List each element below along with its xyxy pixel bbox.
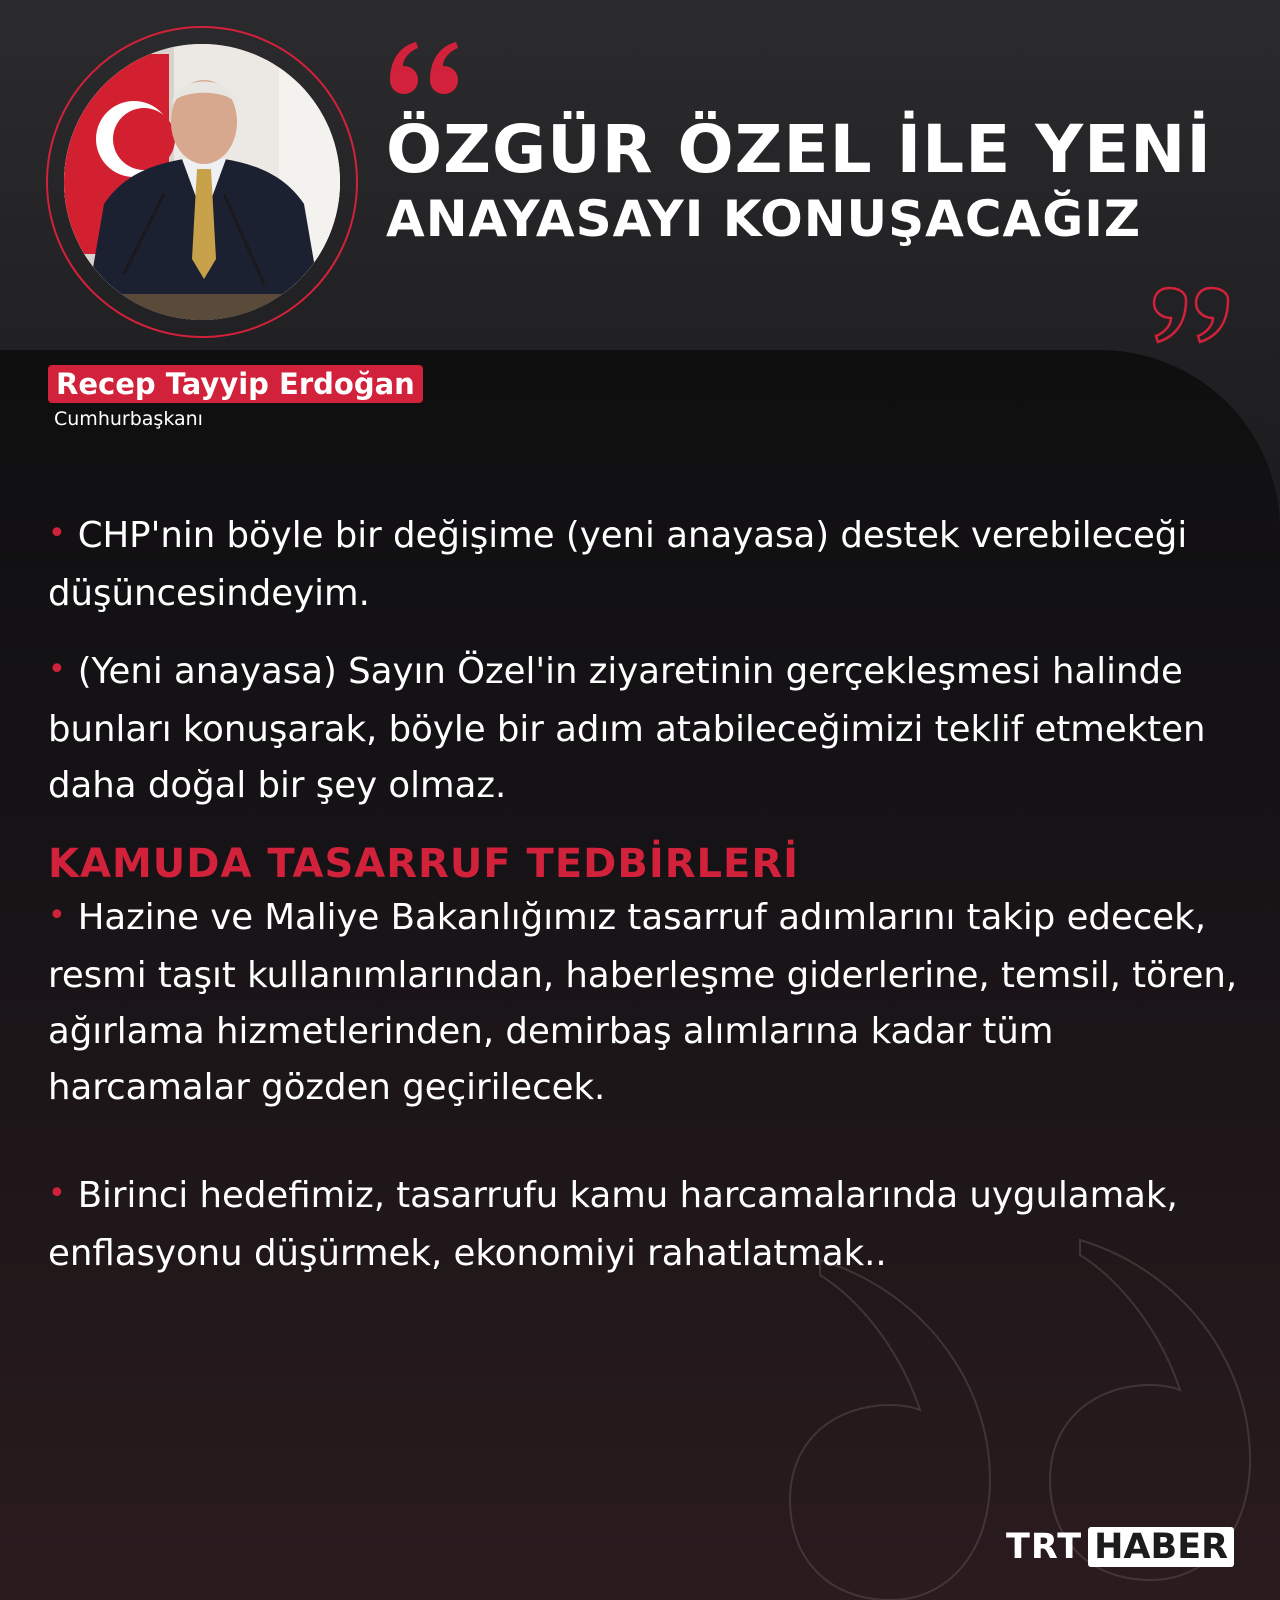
section-item-text: Hazine ve Maliye Bakanlığımız tasarruf adımlarını takip edecek, resmi taşıt kullanımlarından, haberleşme giderlerine, temsil, tören, ağırlama hizmetlerinden, demirbaş alımlarına kadar tüm harcamalar gözden geçirilecek.: [48, 897, 1238, 1108]
content-body: [48, 508, 1248, 1282]
headline-line-2: ANAYASAYI KONUŞACAĞIZ: [386, 190, 1142, 248]
logo-trt: TRT: [1006, 1527, 1083, 1567]
logo-haber: HABER: [1088, 1527, 1234, 1567]
trt-haber-logo: [1006, 1527, 1234, 1567]
quote-text: (Yeni anayasa) Sayın Özel'in ziyaretinin gerçekleşmesi halinde bunları konuşarak, böyle bir adım atabileceğimizi teklif etmekten daha doğal bir şey olmaz.: [48, 651, 1206, 806]
bullet-icon: •: [48, 898, 66, 933]
close-quote-icon: [1148, 282, 1232, 344]
bullet-icon: •: [48, 516, 66, 551]
headline-line-1: ÖZGÜR ÖZEL İLE YENİ: [386, 111, 1212, 188]
open-quote-icon: [386, 40, 466, 96]
speaker-portrait: [64, 44, 340, 320]
headline: [386, 112, 1246, 250]
speaker-photo-illustration: [64, 44, 340, 320]
section-title: KAMUDA TASARRUF TEDBİRLERİ: [48, 841, 800, 887]
section-item: [48, 890, 1248, 1116]
section-item: [48, 1168, 1248, 1282]
quote-item: [48, 644, 1248, 814]
bullet-icon: •: [48, 652, 66, 687]
speaker-role: Cumhurbaşkanı: [54, 408, 203, 430]
section-item-text: Birinci hedefimiz, tasarrufu kamu harcamalarında uygulamak, enflasyonu düşürmek, ekonomiyi rahatlatmak..: [48, 1175, 1178, 1274]
quote-text: CHP'nin böyle bir değişime (yeni anayasa) destek verebileceği düşüncesindeyim.: [48, 515, 1188, 614]
speaker-name-tag: Recep Tayyip Erdoğan: [48, 365, 423, 403]
quote-item: [48, 508, 1248, 622]
bullet-icon: •: [48, 1176, 66, 1211]
